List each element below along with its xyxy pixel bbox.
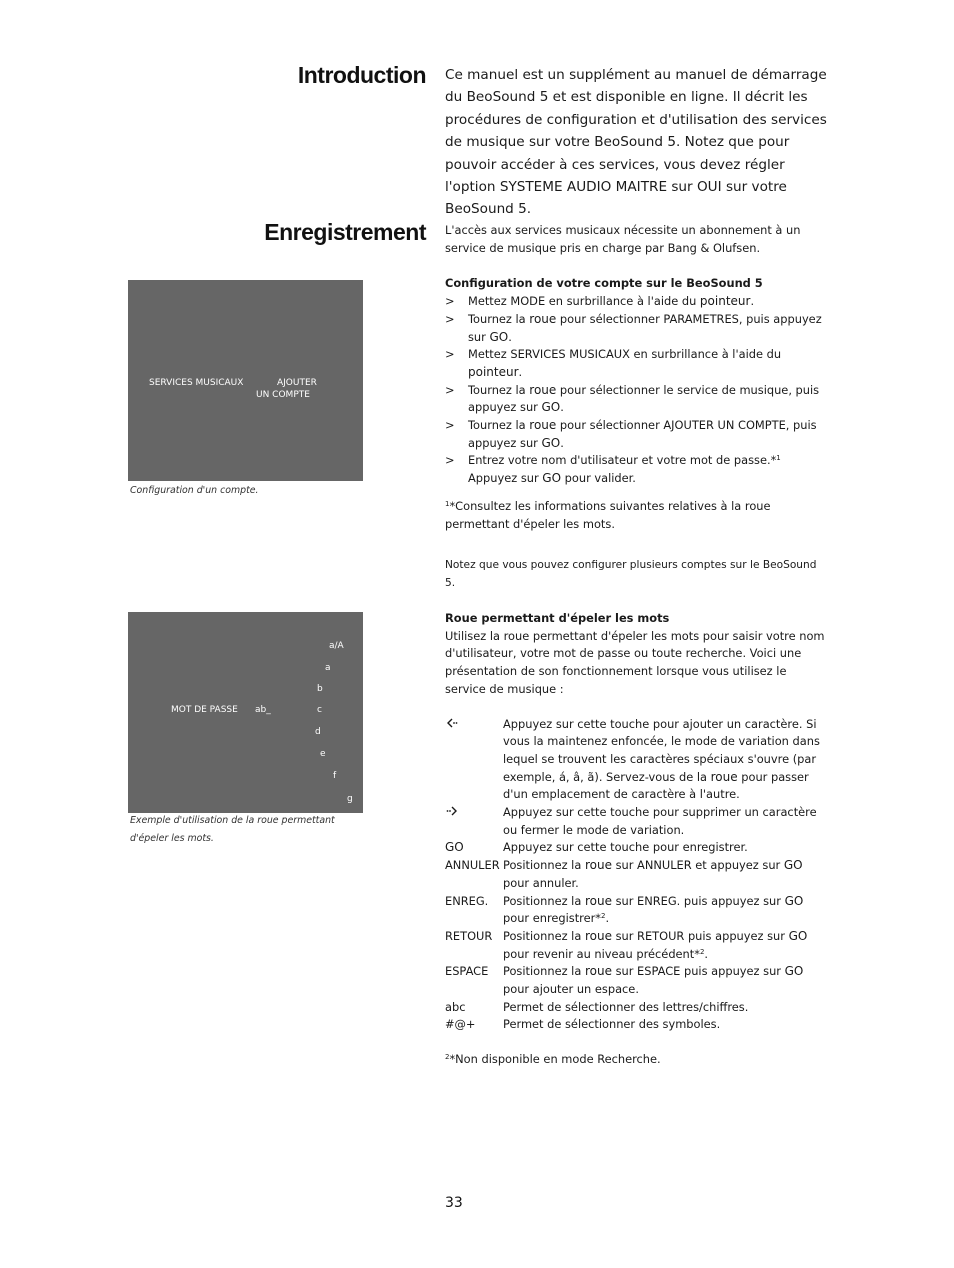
intro-heading: Introduction	[297, 62, 426, 88]
symbols-term: #@+	[445, 1017, 476, 1032]
wheel-letter: d	[315, 727, 321, 737]
symbols-desc: Permet de sélectionner des symboles.	[503, 1017, 721, 1032]
accounts-note: Notez que vous pouvez configurer plusieurs comptes sur le BeoSound 5.	[445, 559, 817, 589]
espace-term: ESPACE	[445, 964, 489, 979]
wheel-definitions	[445, 716, 825, 1035]
wheel-letter: f	[333, 771, 337, 781]
espace-desc: Positionnez la roue sur ESPACE puis appuyez sur GO pour ajouter un espace.	[503, 964, 804, 997]
wheel-title: Roue permettant d'épeler les mots	[445, 611, 670, 625]
registration-heading: Enregistrement	[264, 219, 426, 245]
footnote-1: $^1$*Consultez les informations suivantes relatives à la roue permettant d'épeler les mots.	[445, 498, 771, 531]
go-desc: Appuyez sur cette touche pour enregistrer.	[503, 840, 748, 855]
wheel-letter: a	[325, 663, 331, 673]
screen-left-label: SERVICES MUSICAUX	[149, 378, 244, 388]
wheel-letter: a/A	[329, 641, 344, 651]
right-key-desc: Appuyez sur cette touche pour supprimer un caractère ou fermer le mode de variation.	[503, 805, 817, 837]
annuler-term: ANNULER	[445, 858, 500, 873]
registration-lead: L'accès aux services musicaux nécessite un abonnement à un service de musique pris en charge par Bang & Olufsen.	[445, 223, 801, 255]
abc-term: abc	[445, 999, 466, 1014]
password-wheel-screen	[128, 612, 363, 813]
step-item: > Tournez la roue pour sélectionner AJOUTER UN COMPTE, puis appuyez sur GO.	[445, 418, 817, 450]
abc-desc: Permet de sélectionner des lettres/chiffres.	[503, 999, 749, 1014]
wheel-letter: c	[317, 705, 322, 715]
retour-term: RETOUR	[445, 928, 493, 943]
step-item: > Tournez la roue pour sélectionner le service de musique, puis appuyez sur GO.	[445, 382, 820, 415]
setup-steps	[445, 293, 825, 488]
password-entry: ab_	[255, 705, 271, 715]
wheel-letter: b	[317, 684, 323, 694]
left-key-desc: Appuyez sur cette touche pour ajouter un caractère. Si vous la maintenez enfoncée, le mode de variation dans lequel se trouvent les caractères spéciaux s'ouvre (par exemple, á, â, ã). Servez-vous de la roue pour passer d'un emplacement de caractère à l'autre.	[503, 716, 820, 802]
wheel-letter: g	[347, 794, 353, 804]
right-arrow-icon	[445, 804, 503, 839]
password-label: MOT DE PASSE	[171, 705, 238, 715]
intro-text: Ce manuel est un supplément au manuel de démarrage du BeoSound 5 et est disponible en ligne. Il décrit les procédures de configuration et d'utilisation des services de musique sur votre BeoSound 5. Notez que pour pouvoir accéder à ces services, vous devez régler l'option SYSTEME AUDIO MAITRE sur OUI sur votre BeoSound 5.	[445, 67, 827, 218]
page-number: 33	[445, 1195, 463, 1211]
account-setup-screen	[128, 280, 363, 481]
caption-1: Configuration d'un compte.	[130, 485, 259, 496]
footnote-2: $^2$*Non disponible en mode Recherche.	[445, 1052, 661, 1067]
enreg-term: ENREG.	[445, 893, 489, 908]
registration-column	[445, 222, 825, 593]
go-term: GO	[445, 840, 464, 855]
screen-right-line2: UN COMPTE	[256, 390, 310, 400]
step-item: > Mettez SERVICES MUSICAUX en surbrillance à l'aide du pointeur.	[445, 347, 782, 379]
wheel-column	[445, 610, 825, 1069]
setup-title: Configuration de votre compte sur le BeoSound 5	[445, 276, 763, 291]
wheel-intro: Utilisez la roue permettant d'épeler les mots pour saisir votre nom d'utilisateur, votre mot de passe ou toute recherche. Voici une présentation de son fonctionnement lorsque vous utilisez le service de musique :	[445, 628, 825, 696]
step-item: > Mettez MODE en surbrillance à l'aide du pointeur.	[445, 294, 755, 309]
caption-2: Exemple d'utilisation de la roue permettant d'épeler les mots.	[130, 815, 335, 844]
step-item: > Tournez la roue pour sélectionner PARAMETRES, puis appuyez sur GO.	[445, 311, 822, 344]
enreg-desc: Positionnez la roue sur ENREG. puis appuyez sur GO pour enregistrer*$^2$.	[503, 893, 804, 926]
retour-desc: Positionnez la roue sur RETOUR puis appuyez sur GO pour revenir au niveau précédent*$^2$.	[503, 928, 808, 961]
wheel-letter: e	[320, 749, 326, 759]
left-arrow-icon	[445, 716, 503, 805]
annuler-desc: Positionnez la roue sur ANNULER et appuyez sur GO pour annuler.	[503, 858, 803, 890]
step-item: > Entrez votre nom d'utilisateur et votre mot de passe.*$^1$ Appuyez sur GO pour valider.	[445, 453, 781, 486]
screen-right-line1: AJOUTER	[277, 378, 317, 388]
